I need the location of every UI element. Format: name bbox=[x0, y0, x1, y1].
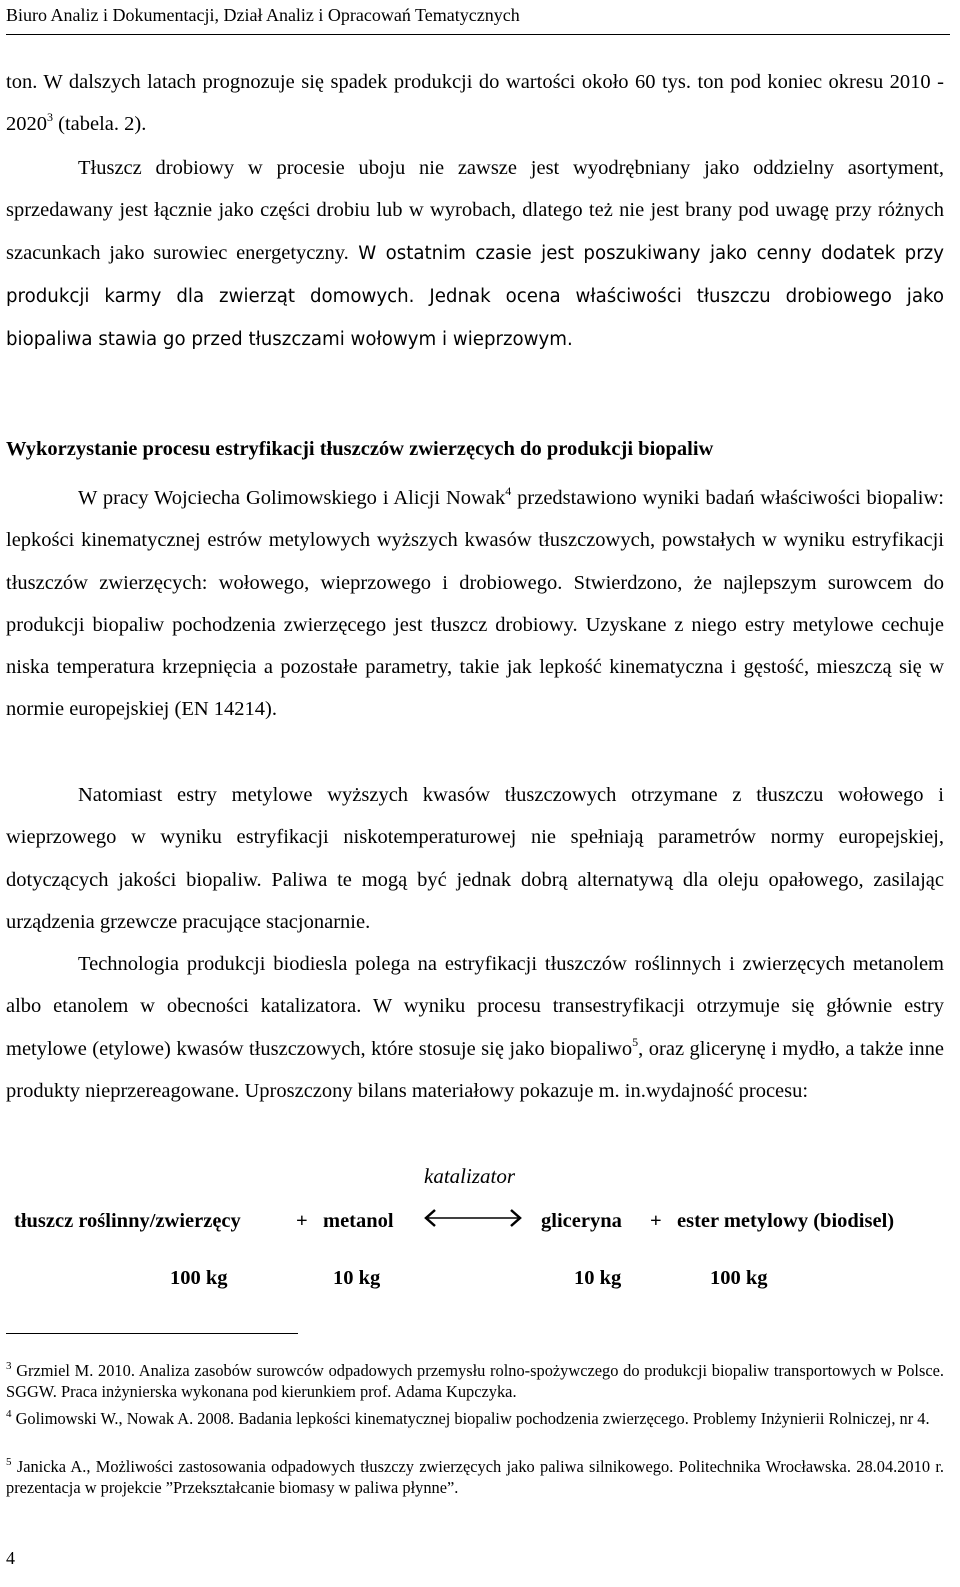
equation-quantity-methanol: 10 kg bbox=[333, 1267, 381, 1289]
equation-product-glycerin: gliceryna bbox=[541, 1210, 622, 1232]
footnote-5: $^5$ Janicka A., Możliwości zastosowania odpadowych tłuszczy zwierzęcych jako paliwa silnikowego. Politechnika Wrocławska. 28.04.2010 r. prezentacja w projekcie ”Przekształcanie biomasy w paliwa płynne”. bbox=[6, 1456, 944, 1497]
footnote-ref-3[interactable]: 3 bbox=[47, 110, 53, 125]
paragraph-poultry-fat: Tłuszcz drobiowy w procesie uboju nie zawsze jest wyodrębniany jako oddzielny asortyment, sprzedawany jest łącznie jako części drobiu lub w wyrobach, dlatego też nie jest brany pod uwagę przy różnych szacunkach jako surowiec energetyczny. W ostatnim czasie jest poszukiwany jako cenny dodatek przy produkcji karmy dla zwierząt domowych. Jednak ocena właściwości tłuszczu drobiowego jako biopaliwa stawia go przed tłuszczami wołowym i wieprzowym. bbox=[6, 157, 944, 351]
footnote-4: $^4$ Golimowski W., Nowak A. 2008. Badania lepkości kinematycznej biopaliw pochodzenia zwierzęcego. Problemy Inżynierii Rolniczej, nr 4. bbox=[6, 1408, 930, 1428]
equation-product-ester: ester metylowy (biodisel) bbox=[677, 1210, 895, 1232]
paragraph-research-results: W pracy Wojciecha Golimowskiego i Alicji Nowak$^4$ przedstawiono wyniki badań właściwości biopaliw: lepkości kinematycznej estrów metylowych wyższych kwasów tłuszczowych, powstałych w wyniku estryfikacji tłuszczów zwierzęcych: wołowego, wieprzowego i drobiowego. Stwierdzono, że najlepszym surowcem do produkcji biopaliw pochodzenia zwierzęcego jest tłuszcz drobiowy. Uzyskane z niego estry metylowe cechuje niska temperatura krzepnięcia a pozostałe parametry, takie jak lepkość kinematyczna i gęstość, mieszczą się w normie europejskiej (EN 14214). bbox=[6, 484, 944, 721]
section-heading: Wykorzystanie procesu estryfikacji tłuszczów zwierzęcych do produkcji biopaliw bbox=[6, 438, 714, 460]
equation-quantity-fat: 100 kg bbox=[170, 1267, 228, 1289]
running-header-text: Biuro Analiz i Dokumentacji, Dział Analiz i Opracowań Tematycznych bbox=[6, 5, 520, 25]
footnote-ref-4[interactable]: 4 bbox=[505, 484, 512, 498]
footnote-separator bbox=[6, 1333, 298, 1334]
paragraph-production-forecast: ton. W dalszych latach prognozuje się spadek produkcji do wartości około 60 tys. ton pod koniec okresu 2010 - 2020$^3$ (tabela. 2). bbox=[6, 71, 944, 136]
equation-quantity-glycerin: 10 kg bbox=[574, 1267, 622, 1289]
footnote-3: $^3$ Grzmiel M. 2010. Analiza zasobów surowców odpadowych przemysłu rolno-spożywczego do produkcji biopaliw transportowych w Polsce. SGGW. Praca inżynierska wykonana pod kierunkiem prof. Adama Kupczyka. bbox=[6, 1360, 944, 1401]
running-header bbox=[6, 3, 950, 35]
paragraph-biodiesel-technology: Technologia produkcji biodiesla polega na estryfikacji tłuszczów roślinnych i zwierzęcych metanolem albo etanolem w obecności katalizatora. W wyniku procesu transestryfikacji otrzymuje się głównie estry metylowe (etylowe) kwasów tłuszczowych, które stosuje się jako biopaliwo$^5$, oraz glicerynę i mydło, a także inne produkty nieprzereagowane. Uproszczony bilans materiałowy pokazuje m. in.wydajność procesu: bbox=[6, 953, 944, 1102]
equation-catalyst-label: katalizator bbox=[424, 1164, 516, 1188]
equation-reactant-fat: tłuszcz roślinny/zwierzęcy bbox=[14, 1210, 241, 1232]
equation-reactant-methanol: metanol bbox=[323, 1210, 394, 1232]
equation-plus-2: + bbox=[650, 1210, 662, 1232]
equation-quantity-ester: 100 kg bbox=[710, 1267, 768, 1289]
page-number: 4 bbox=[6, 1548, 15, 1568]
paragraph-methyl-esters: Natomiast estry metylowe wyższych kwasów tłuszczowych otrzymane z tłuszczu wołowego i wieprzowego w wyniku estryfikacji niskotemperaturowej nie spełniają parametrów normy europejskiej, dotyczących jakości biopaliw. Paliwa te mogą być jednak dobrą alternatywą dla oleju opałowego, zasilając urządzenia grzewcze pracujące stacjonarnie. bbox=[6, 784, 944, 933]
double-arrow-icon bbox=[418, 1206, 528, 1230]
equation-plus-1: + bbox=[296, 1210, 308, 1232]
footnote-ref-5[interactable]: 5 bbox=[632, 1034, 639, 1049]
